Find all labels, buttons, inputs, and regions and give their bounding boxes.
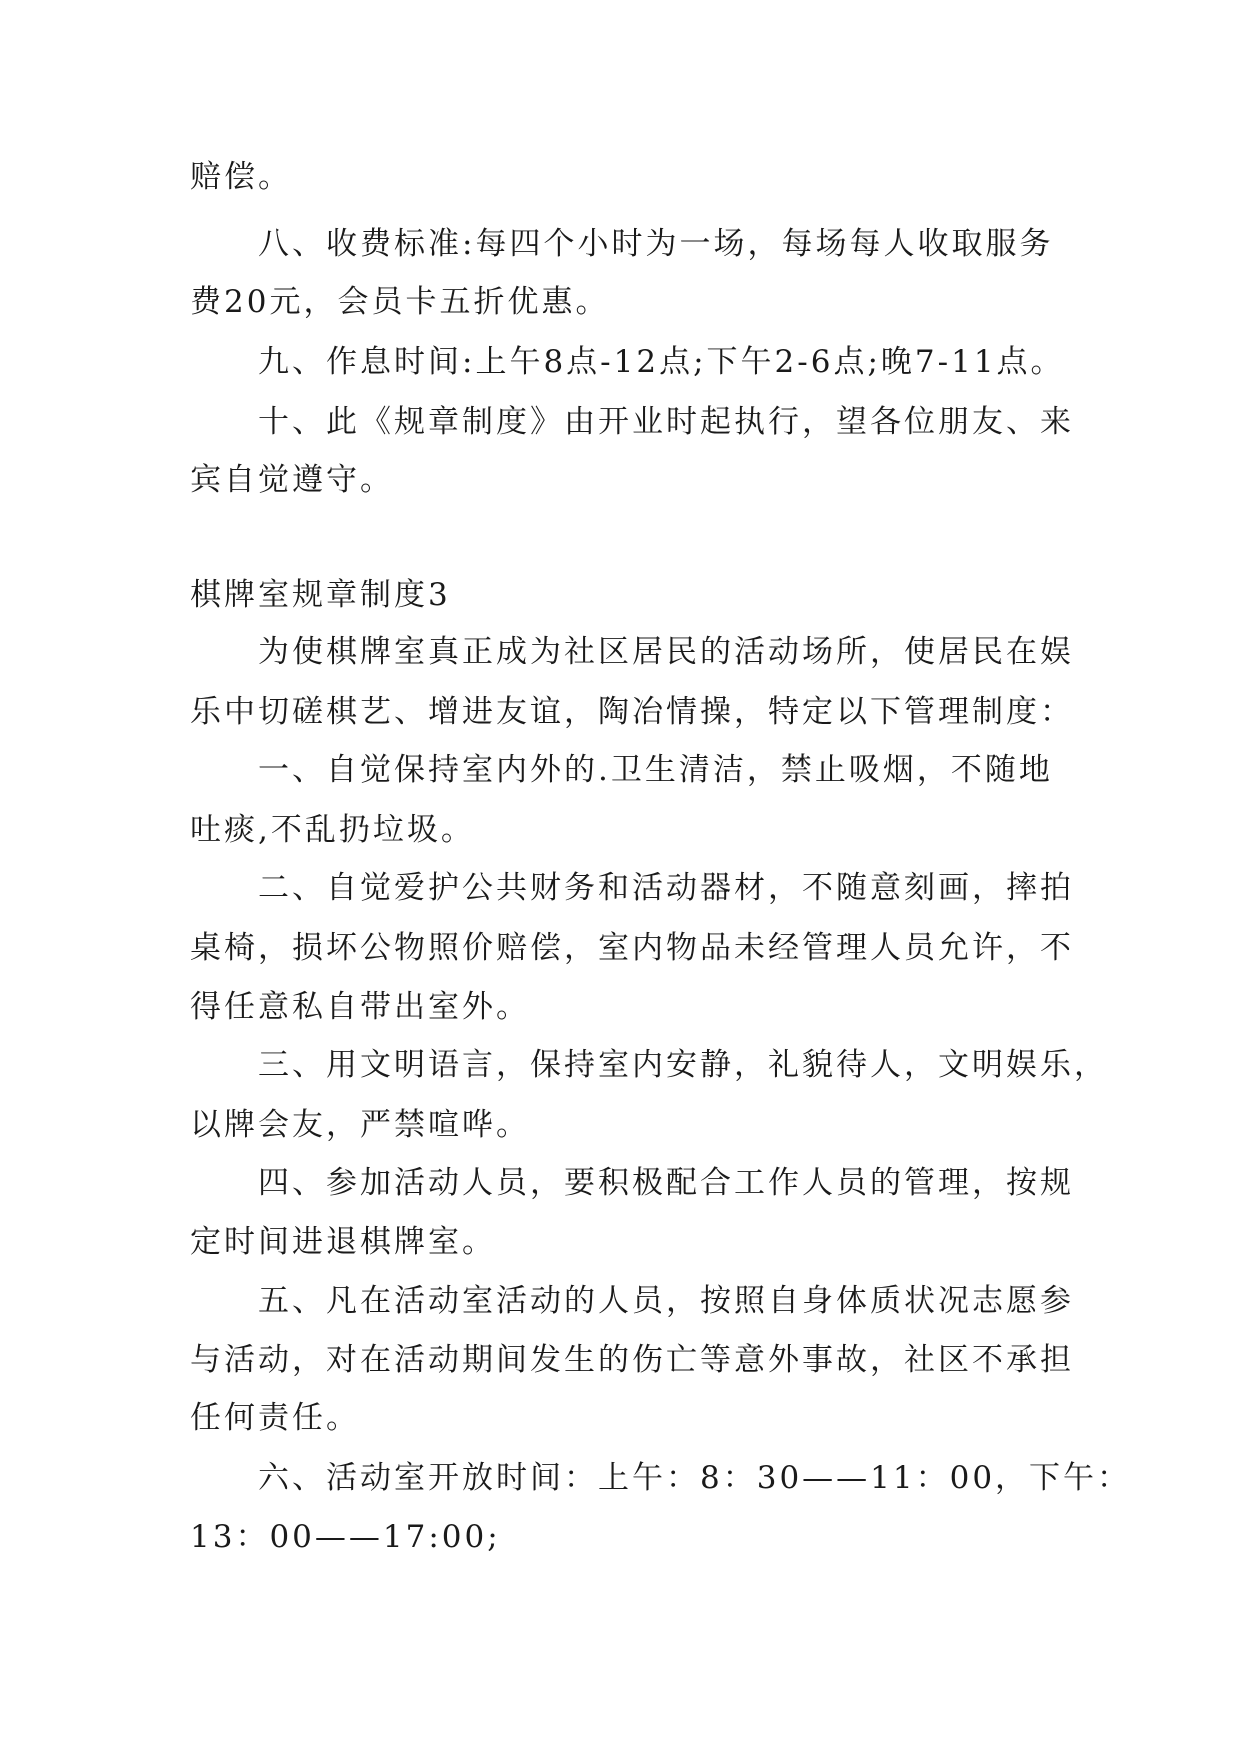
text-line: 桌椅，损坏公物照价赔偿，室内物品未经管理人员允许，不 — [190, 930, 1074, 966]
text-line: 五、凡在活动室活动的人员，按照自身体质状况志愿参 — [258, 1283, 1074, 1319]
text-line: 三、用文明语言，保持室内安静，礼貌待人，文明娱乐， — [258, 1047, 1108, 1083]
text-line: 吐痰,不乱扔垃圾。 — [190, 812, 475, 848]
text-line: 定时间进退棋牌室。 — [190, 1224, 496, 1260]
text-line: 赔偿。 — [190, 159, 292, 195]
text-line: 一、自觉保持室内外的.卫生清洁，禁止吸烟，不随地 — [258, 752, 1053, 788]
text-line: 费20元，会员卡五折优惠。 — [190, 284, 610, 320]
text-line: 八、收费标准:每四个小时为一场，每场每人收取服务 — [258, 226, 1054, 262]
text-line: 与活动，对在活动期间发生的伤亡等意外事故，社区不承担 — [190, 1342, 1074, 1378]
text-line: 得任意私自带出室外。 — [190, 989, 530, 1025]
text-line: 二、自觉爱护公共财务和活动器材，不随意刻画，摔拍 — [258, 870, 1074, 906]
text-line: 13：00——17:00; — [190, 1519, 501, 1555]
text-line: 九、作息时间:上午8点-12点;下午2-6点;晚7-11点。 — [258, 344, 1065, 380]
text-line: 十、此《规章制度》由开业时起执行，望各位朋友、来 — [258, 404, 1074, 440]
text-line: 四、参加活动人员，要积极配合工作人员的管理，按规 — [258, 1165, 1074, 1201]
text-line: 宾自觉遵守。 — [190, 462, 394, 498]
text-line: 乐中切磋棋艺、增进友谊，陶冶情操，特定以下管理制度： — [190, 694, 1074, 730]
text-line: 为使棋牌室真正成为社区居民的活动场所，使居民在娱 — [258, 634, 1074, 670]
text-line: 六、活动室开放时间：上午：8：30——11：00，下午： — [258, 1460, 1132, 1496]
section-title: 棋牌室规章制度3 — [190, 577, 451, 613]
text-line: 任何责任。 — [190, 1400, 360, 1436]
text-line: 以牌会友，严禁喧哗。 — [190, 1107, 530, 1143]
